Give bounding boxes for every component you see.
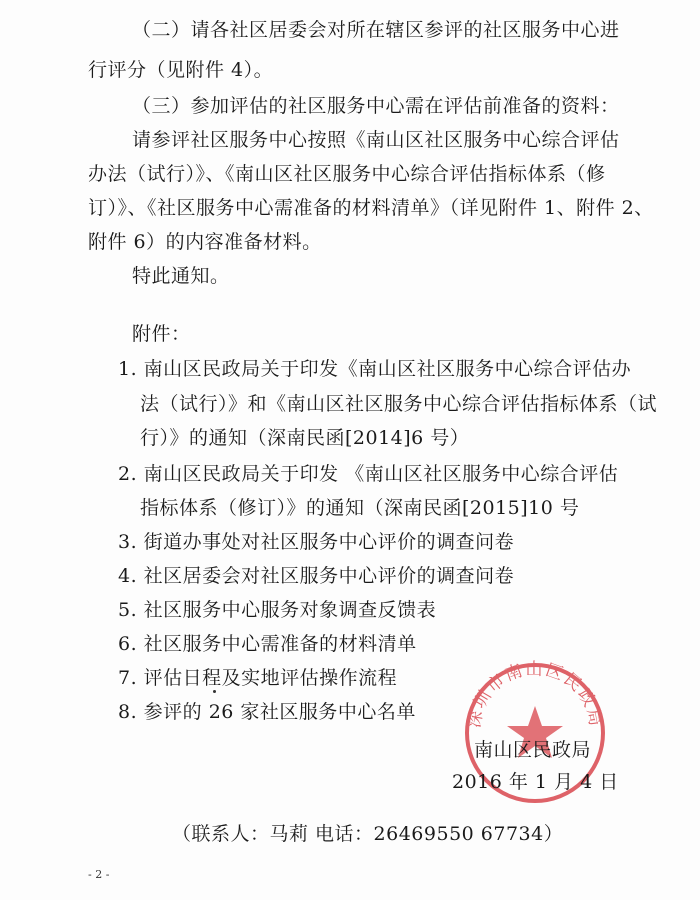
issue-date: 2016 年 1 月 4 日 (452, 771, 619, 793)
paragraph-line: 请参评社区服务中心按照《南山区社区服务中心综合评估 (132, 129, 620, 151)
attachment-item: 8. 参评的 26 家社区服务中心名单 (118, 701, 416, 723)
seal-text: 深圳市南山区民政局 (464, 659, 606, 730)
attachment-item: 2. 南山区民政局关于印发 《南山区社区服务中心综合评估 (118, 463, 619, 485)
attachment-item-continued: 法（试行）》和《南山区社区服务中心综合评估指标体系（试 (140, 393, 658, 415)
attachment-item-continued: 行）》的通知（深南民函[2014]6 号） (140, 427, 470, 449)
paragraph-line: 附件 6）的内容准备材料。 (88, 231, 322, 253)
paragraph-line: 办法（试行）》、《南山区社区服务中心综合评估指标体系（修 (88, 163, 606, 185)
attachment-item: 5. 社区服务中心服务对象调查反馈表 (118, 599, 437, 621)
attachment-item: 7. 评估日程及实地评估操作流程 (118, 667, 398, 689)
paragraph-line: （二）请各社区居委会对所在辖区参评的社区服务中心进 (132, 19, 620, 41)
attachment-item: 4. 社区居委会对社区服务中心评价的调查问卷 (118, 565, 515, 587)
page-number: - 2 - (88, 868, 110, 881)
attachment-item-continued: 指标体系（修订）》的通知（深南民函[2015]10 号 (140, 497, 580, 519)
attachments-heading: 附件： (132, 323, 191, 345)
closing-line: 特此通知。 (132, 265, 230, 287)
issuer-name: 南山区民政局 (474, 739, 592, 761)
attachment-item: 3. 街道办事处对社区服务中心评价的调查问卷 (118, 531, 515, 553)
paragraph-line: （三）参加评估的社区服务中心需在评估前准备的资料： (132, 95, 620, 117)
paragraph-line: 行评分（见附件 4）。 (88, 59, 274, 81)
paragraph-line: 订）》、《社区服务中心需准备的材料清单》（详见附件 1、附件 2、 (88, 197, 654, 219)
contact-line: （联系人：马莉 电话：26469550 67734） (172, 823, 564, 845)
attachment-item: 1. 南山区民政局关于印发《南山区社区服务中心综合评估办 (118, 358, 632, 380)
attachment-item: 6. 社区服务中心需准备的材料清单 (118, 633, 417, 655)
scan-speck (213, 690, 216, 693)
